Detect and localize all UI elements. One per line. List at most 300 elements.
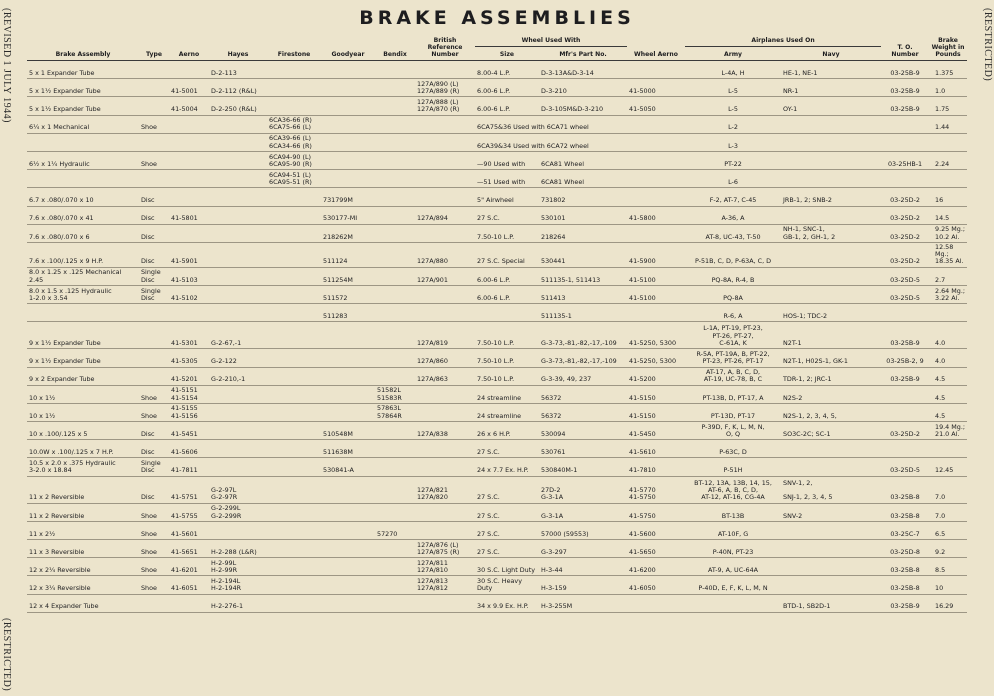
- cell-goodyear: [321, 385, 375, 403]
- table-row: [27, 224, 967, 242]
- cell-to-number: [881, 385, 929, 403]
- cell-mfr-part-no: 530094: [539, 422, 627, 440]
- cell-brake-weight: 12.45: [929, 458, 967, 476]
- cell-hayes: H-2-194L H-2-194R: [209, 576, 267, 594]
- cell-mfr-part-no: H-3-159: [539, 576, 627, 594]
- cell-bendix: [375, 170, 415, 188]
- cell-mfr-part-no: 27D-2 G-3-1A: [539, 476, 627, 503]
- cell-size: 5" Airwheel: [475, 188, 539, 206]
- cell-goodyear: [321, 476, 375, 503]
- restricted-mark-right: (RESTRICTED): [982, 8, 993, 82]
- cell-wheel-aerno: 41-5150: [627, 385, 685, 403]
- cell-goodyear: [321, 61, 375, 79]
- cell-british-ref: 127A/890 (L) 127A/889 (R): [415, 79, 475, 97]
- cell-type: [139, 61, 169, 79]
- cell-size: 6.00-6 L.P.: [475, 267, 539, 285]
- cell-size: 7.50-10 L.P.: [475, 367, 539, 385]
- cell-navy: [781, 206, 881, 224]
- cell-navy: N2T-1, H02S-1, GK-1: [781, 349, 881, 367]
- cell-goodyear: [321, 521, 375, 539]
- cell-mfr-part-no: 6CA81 Wheel: [539, 170, 627, 188]
- cell-brake-weight: 10: [929, 576, 967, 594]
- cell-british-ref: 127A/821 127A/820: [415, 476, 475, 503]
- cell-size: 30 S.C. Light Duty: [475, 558, 539, 576]
- cell-brake-weight: [929, 133, 967, 151]
- table-row: [27, 422, 967, 440]
- cell-hayes: [209, 170, 267, 188]
- cell-army: PT-22: [685, 151, 781, 169]
- cell-hayes: H-2-276-1: [209, 594, 267, 612]
- cell-to-number: 03-25D-2: [881, 422, 929, 440]
- cell-hayes: H-2-288 (L&R): [209, 540, 267, 558]
- cell-wheel-aerno: 41-6200: [627, 558, 685, 576]
- cell-type: Shoe: [139, 403, 169, 421]
- cell-firestone: [267, 285, 321, 303]
- cell-brake-assembly: 11 x 3 Reversible: [27, 540, 139, 558]
- cell-brake-weight: 16.29: [929, 594, 967, 612]
- cell-army: AT-17, A, B, C, D, AT-19, UC-78, B, C: [685, 367, 781, 385]
- cell-size: 27 S.C.: [475, 206, 539, 224]
- table-row: [27, 267, 967, 285]
- cell-brake-assembly: 7.6 x .100/.125 x 9 H.P.: [27, 242, 139, 267]
- cell-wheel-aerno: [627, 115, 685, 133]
- cell-firestone: [267, 558, 321, 576]
- cell-aerno: [169, 170, 209, 188]
- cell-mfr-part-no: H-3-255M: [539, 594, 627, 612]
- cell-hayes: [209, 422, 267, 440]
- table-row: [27, 206, 967, 224]
- cell-navy: N2S-1, 2, 3, 4, 5,: [781, 403, 881, 421]
- cell-aerno: [169, 224, 209, 242]
- cell-type: Shoe: [139, 151, 169, 169]
- cell-navy: OY-1: [781, 97, 881, 115]
- cell-brake-assembly: 6½ x 1¼ Hydraulic: [27, 151, 139, 169]
- cell-army: P-40D, E, F, K, L, M, N: [685, 576, 781, 594]
- cell-british-ref: [415, 151, 475, 169]
- cell-wheel-aerno: 41-5770 41-5750: [627, 476, 685, 503]
- cell-wheel-aerno: [627, 151, 685, 169]
- cell-aerno: 41-5103: [169, 267, 209, 285]
- cell-bendix: [375, 440, 415, 458]
- cell-wheel-aerno: 41-5900: [627, 242, 685, 267]
- table-row: [27, 242, 967, 267]
- cell-size: [475, 304, 539, 322]
- cell-brake-weight: 4.0: [929, 349, 967, 367]
- cell-to-number: 03-25B-9: [881, 79, 929, 97]
- cell-goodyear: [321, 576, 375, 594]
- cell-brake-assembly: 7.6 x .080/.070 x 41: [27, 206, 139, 224]
- cell-firestone: [267, 367, 321, 385]
- cell-to-number: 03-25D-5: [881, 458, 929, 476]
- cell-bendix: [375, 61, 415, 79]
- cell-brake-weight: 16: [929, 188, 967, 206]
- cell-brake-weight: 7.0: [929, 503, 967, 521]
- cell-aerno: 41-5606: [169, 440, 209, 458]
- cell-mfr-part-no: 57000 (59553): [539, 521, 627, 539]
- cell-firestone: [267, 540, 321, 558]
- cell-type: Single Disc: [139, 458, 169, 476]
- cell-goodyear: [321, 503, 375, 521]
- cell-navy: [781, 151, 881, 169]
- cell-size: 27 S.C. Special: [475, 242, 539, 267]
- cell-wheel-aerno: 41-5450: [627, 422, 685, 440]
- cell-navy: NH-1, SNC-1, GB-1, 2, GH-1, 2: [781, 224, 881, 242]
- cell-brake-assembly: 12 x 2¼ Reversible: [27, 558, 139, 576]
- table-row: [27, 170, 967, 188]
- cell-to-number: 03-25B-2, 9: [881, 349, 929, 367]
- table-row: [27, 540, 967, 558]
- cell-firestone: [267, 576, 321, 594]
- cell-mfr-part-no: D-3-210: [539, 79, 627, 97]
- cell-navy: BTD-1, SB2D-1: [781, 594, 881, 612]
- cell-firestone: [267, 403, 321, 421]
- cell-goodyear: 511283: [321, 304, 375, 322]
- cell-aerno: [169, 188, 209, 206]
- cell-hayes: D-2-112 (R&L): [209, 79, 267, 97]
- cell-goodyear: [321, 367, 375, 385]
- cell-british-ref: [415, 403, 475, 421]
- cell-firestone: 6CA39-66 (L) 6CA34-66 (R): [267, 133, 321, 151]
- cell-firestone: 6CA94-51 (L) 6CA95-51 (R): [267, 170, 321, 188]
- cell-bendix: [375, 151, 415, 169]
- cell-navy: [781, 558, 881, 576]
- group-header-wheel-used-with: Wheel Used With: [475, 36, 627, 47]
- cell-brake-weight: 4.5: [929, 403, 967, 421]
- page-title: BRAKE ASSEMBLIES: [359, 7, 635, 29]
- cell-size: 26 x 6 H.P.: [475, 422, 539, 440]
- cell-army: F-2, AT-7, C-45: [685, 188, 781, 206]
- cell-mfr-part-no: 530441: [539, 242, 627, 267]
- cell-type: Shoe: [139, 503, 169, 521]
- cell-firestone: 6CA36-66 (R) 6CA75-66 (L): [267, 115, 321, 133]
- cell-british-ref: [415, 224, 475, 242]
- cell-aerno: 41-5801: [169, 206, 209, 224]
- cell-size: 24 x 7.7 Ex. H.P.: [475, 458, 539, 476]
- cell-british-ref: [415, 304, 475, 322]
- cell-wheel-aerno: 41-5610: [627, 440, 685, 458]
- cell-to-number: 03-25C-7: [881, 521, 929, 539]
- cell-aerno: [169, 151, 209, 169]
- cell-firestone: [267, 385, 321, 403]
- cell-to-number: 03-25B-9: [881, 61, 929, 79]
- cell-size: 7.50-10 L.P.: [475, 322, 539, 349]
- cell-hayes: D-2-113: [209, 61, 267, 79]
- cell-bendix: [375, 422, 415, 440]
- cell-brake-assembly: 8.0 x 1.25 x .125 Mechanical 2.45: [27, 267, 139, 285]
- cell-brake-assembly: 6¼ x 1 Mechanical: [27, 115, 139, 133]
- cell-bendix: [375, 79, 415, 97]
- cell-type: [139, 304, 169, 322]
- restricted-mark-left: (RESTRICTED): [1, 618, 12, 692]
- cell-goodyear: [321, 322, 375, 349]
- header-group-row: [27, 36, 967, 47]
- cell-hayes: [209, 151, 267, 169]
- cell-size: 27 S.C.: [475, 540, 539, 558]
- cell-hayes: [209, 521, 267, 539]
- cell-british-ref: 127A/863: [415, 367, 475, 385]
- cell-bendix: [375, 206, 415, 224]
- table-row: [27, 133, 967, 151]
- cell-aerno: 41-5751: [169, 476, 209, 503]
- cell-british-ref: 127A/888 (L) 127A/870 (R): [415, 97, 475, 115]
- cell-type: [139, 79, 169, 97]
- table-row: [27, 322, 967, 349]
- cell-aerno: 41-5001: [169, 79, 209, 97]
- cell-goodyear: [321, 79, 375, 97]
- cell-wheel-aerno: [627, 61, 685, 79]
- cell-firestone: [267, 521, 321, 539]
- cell-british-ref: [415, 440, 475, 458]
- cell-brake-assembly: 6.7 x .080/.070 x 10: [27, 188, 139, 206]
- cell-size: 27 S.C.: [475, 440, 539, 458]
- cell-navy: [781, 458, 881, 476]
- cell-navy: [781, 540, 881, 558]
- cell-goodyear: 511254M: [321, 267, 375, 285]
- cell-hayes: [209, 133, 267, 151]
- brake-assemblies-table: [27, 36, 967, 613]
- col-header-army: Army: [685, 47, 781, 61]
- cell-army: P-39D, F, K, L, M, N, O, Q: [685, 422, 781, 440]
- cell-firestone: [267, 224, 321, 242]
- cell-brake-assembly: 7.6 x .080/.070 x 6: [27, 224, 139, 242]
- cell-to-number: 03-25D-5: [881, 285, 929, 303]
- cell-brake-assembly: 10.5 x 2.0 x .375 Hydraulic 3-2.0 x 18.84: [27, 458, 139, 476]
- table-row: [27, 458, 967, 476]
- cell-brake-weight: 4.0: [929, 322, 967, 349]
- cell-british-ref: [415, 133, 475, 151]
- table-row: [27, 188, 967, 206]
- cell-type: Shoe: [139, 521, 169, 539]
- cell-navy: SNV-2: [781, 503, 881, 521]
- cell-goodyear: 530841-A: [321, 458, 375, 476]
- cell-type: [139, 133, 169, 151]
- cell-aerno: 41-5102: [169, 285, 209, 303]
- cell-goodyear: 218262M: [321, 224, 375, 242]
- cell-brake-assembly: 10 x 1½: [27, 385, 139, 403]
- cell-wheel-aerno: 41-7810: [627, 458, 685, 476]
- cell-hayes: G-2-67,-1: [209, 322, 267, 349]
- cell-bendix: [375, 503, 415, 521]
- cell-aerno: 41-5155 41-5156: [169, 403, 209, 421]
- cell-army: PQ-8A, R-4, B: [685, 267, 781, 285]
- cell-brake-weight: 9.25 Mg.; 10.2 Al.: [929, 224, 967, 242]
- cell-bendix: [375, 540, 415, 558]
- table-row: [27, 115, 967, 133]
- cell-brake-weight: 8.5: [929, 558, 967, 576]
- col-header-brake-assembly: Brake Assembly: [27, 36, 139, 61]
- cell-british-ref: 127A/811 127A/810: [415, 558, 475, 576]
- cell-army: PT-13B, D, PT-17, A: [685, 385, 781, 403]
- cell-navy: HE-1, NE-1: [781, 61, 881, 79]
- cell-bendix: 51582L 51583R: [375, 385, 415, 403]
- cell-brake-weight: [929, 170, 967, 188]
- table-row: [27, 403, 967, 421]
- cell-goodyear: [321, 115, 375, 133]
- cell-army: P-63C, D: [685, 440, 781, 458]
- cell-goodyear: [321, 170, 375, 188]
- cell-brake-weight: 7.0: [929, 476, 967, 503]
- cell-army: BT-13B: [685, 503, 781, 521]
- table-row: [27, 349, 967, 367]
- cell-type: Disc: [139, 440, 169, 458]
- cell-army: AT-9, A, UC-64A: [685, 558, 781, 576]
- cell-to-number: 03-25D-2: [881, 224, 929, 242]
- cell-brake-weight: 1.0: [929, 79, 967, 97]
- cell-bendix: 57863L 57864R: [375, 403, 415, 421]
- cell-hayes: [209, 440, 267, 458]
- cell-type: Single Disc: [139, 285, 169, 303]
- cell-to-number: [881, 403, 929, 421]
- cell-type: Shoe: [139, 576, 169, 594]
- cell-navy: HOS-1; TDC-2: [781, 304, 881, 322]
- cell-army: L-4A, H: [685, 61, 781, 79]
- cell-to-number: 03-25B-9: [881, 594, 929, 612]
- cell-british-ref: 127A/894: [415, 206, 475, 224]
- cell-goodyear: 511572: [321, 285, 375, 303]
- cell-navy: [781, 440, 881, 458]
- cell-type: [139, 594, 169, 612]
- cell-mfr-part-no: H-3-44: [539, 558, 627, 576]
- cell-brake-weight: 1.75: [929, 97, 967, 115]
- cell-brake-assembly: [27, 133, 139, 151]
- cell-brake-assembly: 5 x 1½ Expander Tube: [27, 97, 139, 115]
- cell-bendix: [375, 224, 415, 242]
- cell-to-number: [881, 170, 929, 188]
- cell-wheel-aerno: 41-5000: [627, 79, 685, 97]
- cell-size: 8.00-4 L.P.: [475, 61, 539, 79]
- col-header-to-number: T. O. Number: [881, 36, 929, 61]
- col-header-size: Size: [475, 47, 539, 61]
- table-row: [27, 476, 967, 503]
- cell-goodyear: 511638M: [321, 440, 375, 458]
- col-header-british-ref: British Reference Number: [415, 36, 475, 61]
- col-header-aerno: Aerno: [169, 36, 209, 61]
- col-header-hayes: Hayes: [209, 36, 267, 61]
- cell-firestone: [267, 422, 321, 440]
- cell-firestone: [267, 458, 321, 476]
- cell-goodyear: [321, 97, 375, 115]
- table-row: [27, 594, 967, 612]
- cell-brake-weight: 19.4 Mg.; 21.0 Al.: [929, 422, 967, 440]
- cell-bendix: [375, 349, 415, 367]
- cell-hayes: [209, 285, 267, 303]
- cell-type: [139, 367, 169, 385]
- cell-mfr-part-no: 511135-1, 511413: [539, 267, 627, 285]
- cell-wheel-aerno: 41-5200: [627, 367, 685, 385]
- cell-bendix: [375, 476, 415, 503]
- cell-brake-assembly: 10 x 1½: [27, 403, 139, 421]
- cell-mfr-part-no: 511135-1: [539, 304, 627, 322]
- cell-type: Disc: [139, 206, 169, 224]
- cell-firestone: [267, 349, 321, 367]
- cell-firestone: [267, 476, 321, 503]
- cell-firestone: [267, 79, 321, 97]
- cell-aerno: 41-5004: [169, 97, 209, 115]
- cell-to-number: 03-25D-2: [881, 188, 929, 206]
- cell-navy: [781, 242, 881, 267]
- cell-bendix: [375, 576, 415, 594]
- cell-brake-weight: 9.2: [929, 540, 967, 558]
- cell-wheel-aerno: 41-5650: [627, 540, 685, 558]
- cell-hayes: [209, 458, 267, 476]
- cell-army: AT-10F, G: [685, 521, 781, 539]
- cell-army: L-5: [685, 79, 781, 97]
- cell-bendix: [375, 304, 415, 322]
- cell-goodyear: [321, 594, 375, 612]
- cell-brake-assembly: 11 x 2½: [27, 521, 139, 539]
- cell-mfr-part-no: 218264: [539, 224, 627, 242]
- cell-army: L-5: [685, 97, 781, 115]
- cell-navy: N2S-2: [781, 385, 881, 403]
- cell-mfr-part-no: G-3-297: [539, 540, 627, 558]
- col-header-mfr-part-no: Mfr's Part No.: [539, 47, 627, 61]
- cell-brake-assembly: [27, 304, 139, 322]
- cell-mfr-part-no: G-3-39, 49, 237: [539, 367, 627, 385]
- cell-goodyear: [321, 349, 375, 367]
- cell-wheel-aerno: 41-5150: [627, 403, 685, 421]
- cell-type: [139, 322, 169, 349]
- cell-bendix: [375, 267, 415, 285]
- cell-army: P-51B, C, D, P-63A, C, D: [685, 242, 781, 267]
- cell-bendix: [375, 594, 415, 612]
- cell-navy: TDR-1, 2; JRC-1: [781, 367, 881, 385]
- cell-mfr-part-no: 6CA81 Wheel: [539, 151, 627, 169]
- cell-army: R-6, A: [685, 304, 781, 322]
- cell-brake-weight: [929, 304, 967, 322]
- cell-british-ref: 127A/876 (L) 127A/875 (R): [415, 540, 475, 558]
- cell-to-number: [881, 440, 929, 458]
- cell-british-ref: [415, 188, 475, 206]
- cell-type: Disc: [139, 242, 169, 267]
- cell-size: 6.00-6 L.P.: [475, 285, 539, 303]
- cell-british-ref: [415, 115, 475, 133]
- cell-size: 7.50-10 L.P.: [475, 224, 539, 242]
- cell-size: 7.50-10 L.P.: [475, 349, 539, 367]
- cell-british-ref: [415, 458, 475, 476]
- cell-size: 30 S.C. Heavy Duty: [475, 576, 539, 594]
- cell-to-number: 03-25B-8: [881, 503, 929, 521]
- cell-british-ref: 127A/819: [415, 322, 475, 349]
- cell-navy: [781, 133, 881, 151]
- group-header-airplanes-used-on: Airplanes Used On: [685, 36, 881, 47]
- cell-goodyear: [321, 403, 375, 421]
- cell-brake-assembly: [27, 170, 139, 188]
- cell-hayes: G-2-97L G-2-97R: [209, 476, 267, 503]
- cell-to-number: [881, 115, 929, 133]
- cell-type: Shoe: [139, 115, 169, 133]
- revision-note: (REVISED 1 JULY 1944): [1, 8, 12, 123]
- cell-mfr-part-no: 56372: [539, 403, 627, 421]
- cell-type: [139, 349, 169, 367]
- cell-type: [139, 97, 169, 115]
- cell-to-number: 03-25D-2: [881, 242, 929, 267]
- cell-hayes: H-2-99L H-2-99R: [209, 558, 267, 576]
- cell-size: 6CA39&34 Used with 6CA72 wheel: [475, 133, 627, 151]
- cell-type: Shoe: [139, 558, 169, 576]
- cell-goodyear: 511124: [321, 242, 375, 267]
- cell-mfr-part-no: D-3-13A&D-3-14: [539, 61, 627, 79]
- cell-firestone: [267, 503, 321, 521]
- cell-type: [139, 170, 169, 188]
- cell-brake-assembly: 11 x 2 Reversible: [27, 476, 139, 503]
- cell-to-number: 03-25B-8: [881, 576, 929, 594]
- table-row: [27, 440, 967, 458]
- cell-to-number: [881, 304, 929, 322]
- cell-to-number: 03-25B-9: [881, 367, 929, 385]
- cell-bendix: [375, 188, 415, 206]
- cell-firestone: [267, 322, 321, 349]
- cell-navy: NR-1: [781, 79, 881, 97]
